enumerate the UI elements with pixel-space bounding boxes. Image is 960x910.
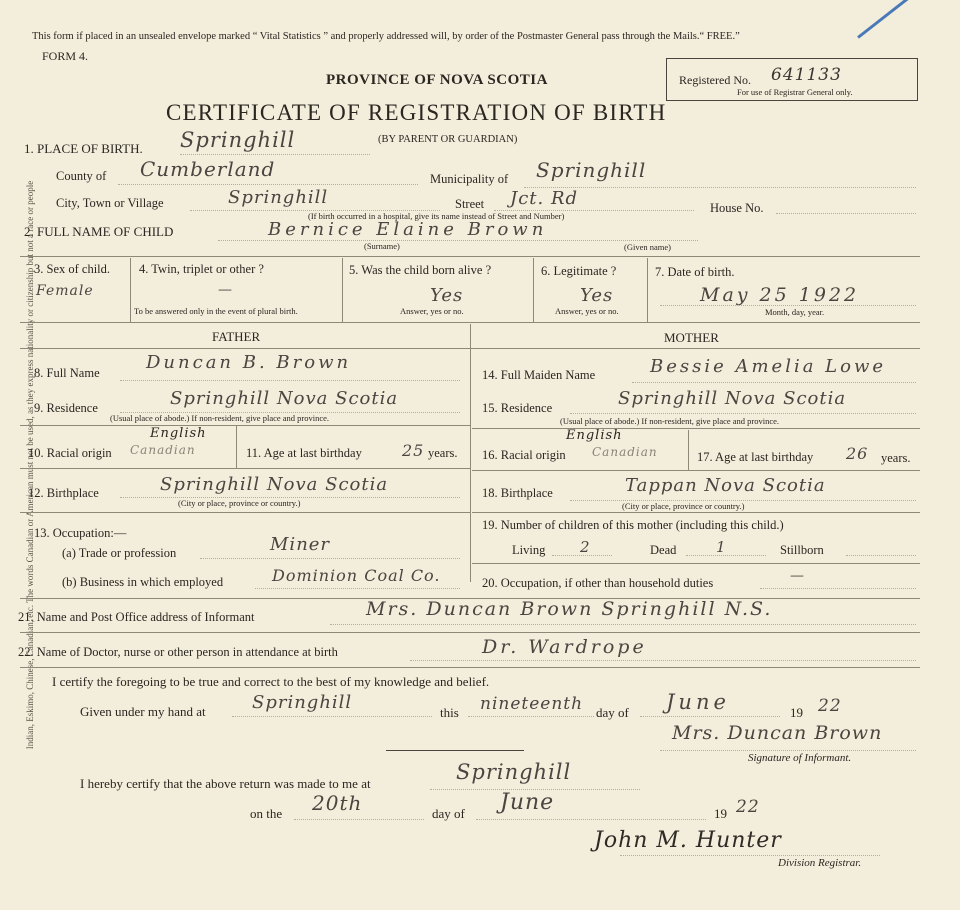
- label-living: Living: [512, 543, 546, 557]
- value-child-name: Bernice Elaine Brown: [268, 219, 548, 240]
- value-business: Dominion Coal Co.: [272, 566, 441, 585]
- label-certify-return: I hereby certify that the above return was made to me at: [80, 776, 371, 791]
- label-stillborn: Stillborn: [780, 543, 824, 557]
- label-father-racial: 10. Racial origin: [28, 446, 112, 460]
- label-father-age: 11. Age at last birthday: [246, 446, 362, 460]
- label-sex: 3. Sex of child.: [34, 262, 111, 276]
- label-mother-name: 14. Full Maiden Name: [482, 368, 596, 382]
- value-county: Cumberland: [140, 157, 276, 181]
- certify-statement: I certify the foregoing to be true and correct to the best of my knowledge and belief.: [52, 674, 490, 689]
- label-legitimate: 6. Legitimate ?: [541, 264, 617, 278]
- value-dead: 1: [716, 538, 727, 556]
- label-mother-residence: 15. Residence: [482, 401, 553, 415]
- blue-check-mark: [857, 0, 930, 39]
- value-father-residence: Springhill Nova Scotia: [170, 388, 399, 409]
- father-years: years.: [428, 446, 458, 460]
- registered-label: Registered No.: [679, 73, 751, 87]
- label-father-birthplace: 12. Birthplace: [28, 486, 99, 500]
- label-father-residence: 9. Residence: [34, 401, 98, 415]
- value-return-at: Springhill: [456, 760, 572, 784]
- value-mother-birthplace: Tappan Nova Scotia: [625, 475, 826, 496]
- legitimate-note: Answer, yes or no.: [555, 306, 619, 316]
- mother-heading: MOTHER: [664, 330, 719, 345]
- value-father-racial-correction: English: [150, 426, 207, 441]
- father-birthplace-note: (City or place, province or country.): [178, 498, 301, 508]
- value-doctor: Dr. Wardrope: [482, 636, 647, 658]
- division-registrar-label: Division Registrar.: [778, 857, 862, 869]
- value-legitimate: Yes: [580, 285, 614, 306]
- value-trade: Miner: [270, 534, 331, 555]
- registered-box: [666, 58, 918, 101]
- label-municipality: Municipality of: [430, 172, 509, 186]
- registered-note: For use of Registrar General only.: [737, 87, 853, 97]
- value-living: 2: [580, 538, 591, 556]
- value-father-name: Duncan B. Brown: [146, 352, 352, 373]
- value-mother-name: Bessie Amelia Lowe: [650, 356, 887, 377]
- value-given-at: Springhill: [252, 692, 353, 713]
- label-informant: 21. Name and Post Office address of Informant: [18, 610, 255, 624]
- label-business: (b) Business in which employed: [62, 575, 224, 589]
- label-day-of-2: day of: [432, 806, 465, 821]
- side-note: Indian, Eskimo, Chinese, Canadian, etc. The words Canadian or American must not be used, as they express nationality or citizenship but not a race or people: [25, 180, 35, 750]
- informant-signature: Mrs. Duncan Brown: [672, 722, 883, 744]
- value-sex: Female: [36, 283, 94, 299]
- label-full-name: 2. FULL NAME OF CHILD: [24, 224, 174, 239]
- mother-abode-note: (Usual place of abode.) If non-resident, give place and province.: [560, 416, 780, 426]
- label-mother-racial: 16. Racial origin: [482, 448, 566, 462]
- label-trade: (a) Trade or profession: [62, 546, 177, 560]
- value-return-month: June: [500, 790, 555, 815]
- value-return-year: 22: [736, 797, 760, 817]
- label-by-parent: (BY PARENT OR GUARDIAN): [378, 134, 518, 145]
- twin-note: To be answered only in the event of plural birth.: [134, 306, 298, 316]
- value-given-month: June: [666, 690, 730, 714]
- value-alive: Yes: [430, 285, 464, 306]
- value-mother-age: 26: [846, 444, 869, 463]
- value-date-of-birth: May 25 1922: [700, 284, 860, 306]
- surname-note: (Surname): [364, 241, 400, 251]
- value-mother-racial-correction: English: [566, 428, 623, 443]
- mother-years: years.: [881, 451, 911, 465]
- registrar-signature: John M. Hunter: [594, 828, 782, 853]
- label-occupation: 13. Occupation:—: [34, 526, 127, 540]
- label-children: 19. Number of children of this mother (including this child.): [482, 518, 784, 532]
- label-mother-age: 17. Age at last birthday: [697, 450, 814, 464]
- label-year-prefix-2: 19: [714, 806, 727, 821]
- value-place: Springhill: [180, 128, 296, 152]
- postal-note: This form if placed in an unsealed envelope marked “ Vital Statistics ” and properly addressed will, by order of the Postmaster General pass through the Mails.“ FREE.”: [32, 31, 740, 42]
- value-city: Springhill: [228, 187, 329, 208]
- form-number: FORM 4.: [42, 49, 89, 63]
- value-mother-racial: Canadian: [592, 445, 658, 459]
- value-return-day: 20th: [312, 791, 363, 815]
- value-mother-residence: Springhill Nova Scotia: [618, 388, 847, 409]
- value-mother-occupation: —: [790, 568, 805, 584]
- label-father-name: 8. Full Name: [34, 366, 100, 380]
- label-on-the: on the: [250, 806, 283, 821]
- value-municipality: Springhill: [536, 158, 647, 182]
- value-street: Jct. Rd: [510, 188, 579, 209]
- value-twin: —: [218, 282, 233, 298]
- given-name-note: (Given name): [624, 242, 671, 252]
- value-informant: Mrs. Duncan Brown Springhill N.S.: [366, 598, 773, 620]
- label-county: County of: [56, 169, 107, 183]
- label-day-of: day of: [596, 705, 629, 720]
- signature-informant-label: Signature of Informant.: [748, 752, 852, 764]
- page-title: CERTIFICATE OF REGISTRATION OF BIRTH: [166, 100, 667, 125]
- label-street: Street: [455, 197, 485, 211]
- value-father-birthplace: Springhill Nova Scotia: [160, 474, 389, 495]
- label-city: City, Town or Village: [56, 196, 164, 210]
- alive-note: Answer, yes or no.: [400, 306, 464, 316]
- value-given-year: 22: [818, 696, 842, 716]
- label-place-of-birth: 1. PLACE OF BIRTH.: [24, 141, 143, 156]
- label-mother-birthplace: 18. Birthplace: [482, 486, 553, 500]
- label-house-no: House No.: [710, 201, 764, 215]
- label-doctor: 22. Name of Doctor, nurse or other person in attendance at birth: [18, 645, 338, 659]
- label-alive: 5. Was the child born alive ?: [349, 263, 492, 277]
- label-given-under: Given under my hand at: [80, 704, 206, 719]
- value-father-age: 25: [402, 441, 425, 460]
- label-mother-occupation: 20. Occupation, if other than household duties: [482, 576, 714, 590]
- label-year-prefix: 19: [790, 705, 803, 720]
- registered-number: 641133: [771, 65, 842, 85]
- date-note: Month, day, year.: [765, 307, 825, 317]
- father-heading: FATHER: [212, 329, 261, 344]
- value-father-racial: Canadian: [130, 443, 196, 457]
- father-abode-note: (Usual place of abode.) If non-resident, give place and province.: [110, 413, 330, 423]
- mother-birthplace-note: (City or place, province or country.): [622, 501, 745, 511]
- label-twin: 4. Twin, triplet or other ?: [139, 262, 264, 276]
- label-this: this: [440, 705, 459, 720]
- hospital-note: (If birth occurred in a hospital, give its name instead of Street and Number): [308, 211, 565, 221]
- province-heading: PROVINCE OF NOVA SCOTIA: [326, 72, 548, 88]
- value-given-day: nineteenth: [480, 694, 584, 714]
- label-dead: Dead: [650, 543, 677, 557]
- label-date-of-birth: 7. Date of birth.: [655, 265, 735, 279]
